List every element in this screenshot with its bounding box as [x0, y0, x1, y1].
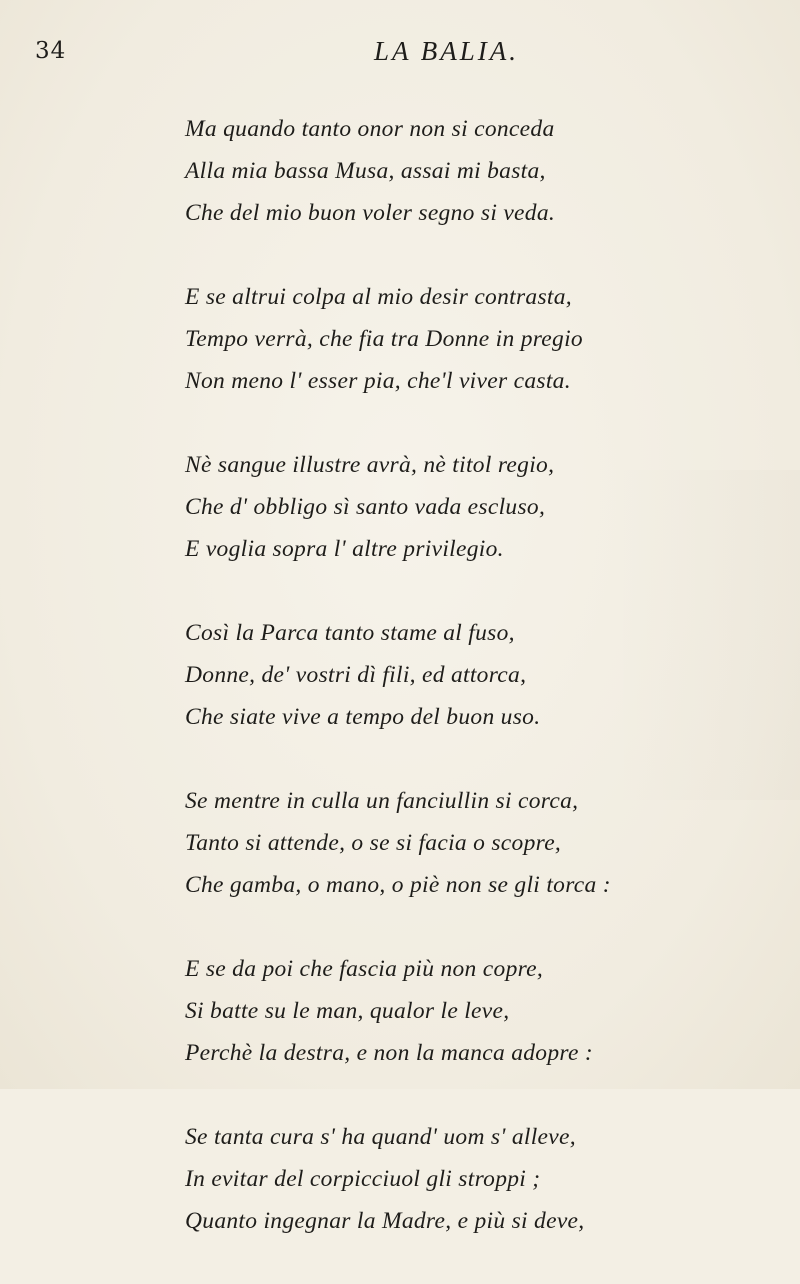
verse-line: Ma quando tanto onor non si conceda [185, 116, 555, 142]
verse-line: Perchè la destra, e non la manca adopre : [185, 1040, 594, 1066]
verse-line: Donne, de' vostri dì fili, ed attorca, [185, 662, 527, 688]
stanza [0, 1116, 800, 1242]
verse-line: Nè sangue illustre avrà, nè titol regio, [185, 452, 555, 478]
stanza [0, 780, 800, 906]
verse-line: Tempo verrà, che fia tra Donne in pregio [185, 326, 583, 352]
verse-line: Si batte su le man, qualor le leve, [185, 998, 510, 1024]
verse-line: Che gamba, o mano, o piè non se gli torca : [185, 872, 611, 898]
verse-line: Tanto si attende, o se si facia o scopre, [185, 830, 562, 856]
verse-line: E se altrui colpa al mio desir contrasta, [185, 284, 572, 310]
verse-line: E voglia sopra l' altre privilegio. [185, 536, 504, 562]
verse-line: In evitar del corpicciuol gli stroppi ; [185, 1166, 541, 1192]
verse-line: E se da poi che fascia più non copre, [185, 956, 544, 982]
verse-line: Che d' obbligo sì santo vada escluso, [185, 494, 546, 520]
stanza [0, 276, 800, 402]
verse-line: Così la Parca tanto stame al fuso, [185, 620, 515, 646]
stanza [0, 108, 800, 234]
verse-line: Che del mio buon voler segno si veda. [185, 200, 556, 226]
verse-line: Che siate vive a tempo del buon uso. [185, 704, 541, 730]
poem-body [0, 108, 800, 1284]
verse-line: Se tanta cura s' ha quand' uom s' alleve, [185, 1124, 576, 1150]
verse-line: Alla mia bassa Musa, assai mi basta, [185, 158, 546, 184]
verse-line: Non meno l' esser pia, che'l viver casta. [185, 368, 571, 394]
stanza [0, 444, 800, 570]
page-number: 34 [35, 38, 67, 64]
stanza [0, 948, 800, 1074]
running-title: LA BALIA. [374, 36, 520, 66]
verse-line: Se mentre in culla un fanciullin si corca, [185, 788, 579, 814]
verse-line: Quanto ingegnar la Madre, e più si deve, [185, 1208, 585, 1234]
stanza [0, 612, 800, 738]
